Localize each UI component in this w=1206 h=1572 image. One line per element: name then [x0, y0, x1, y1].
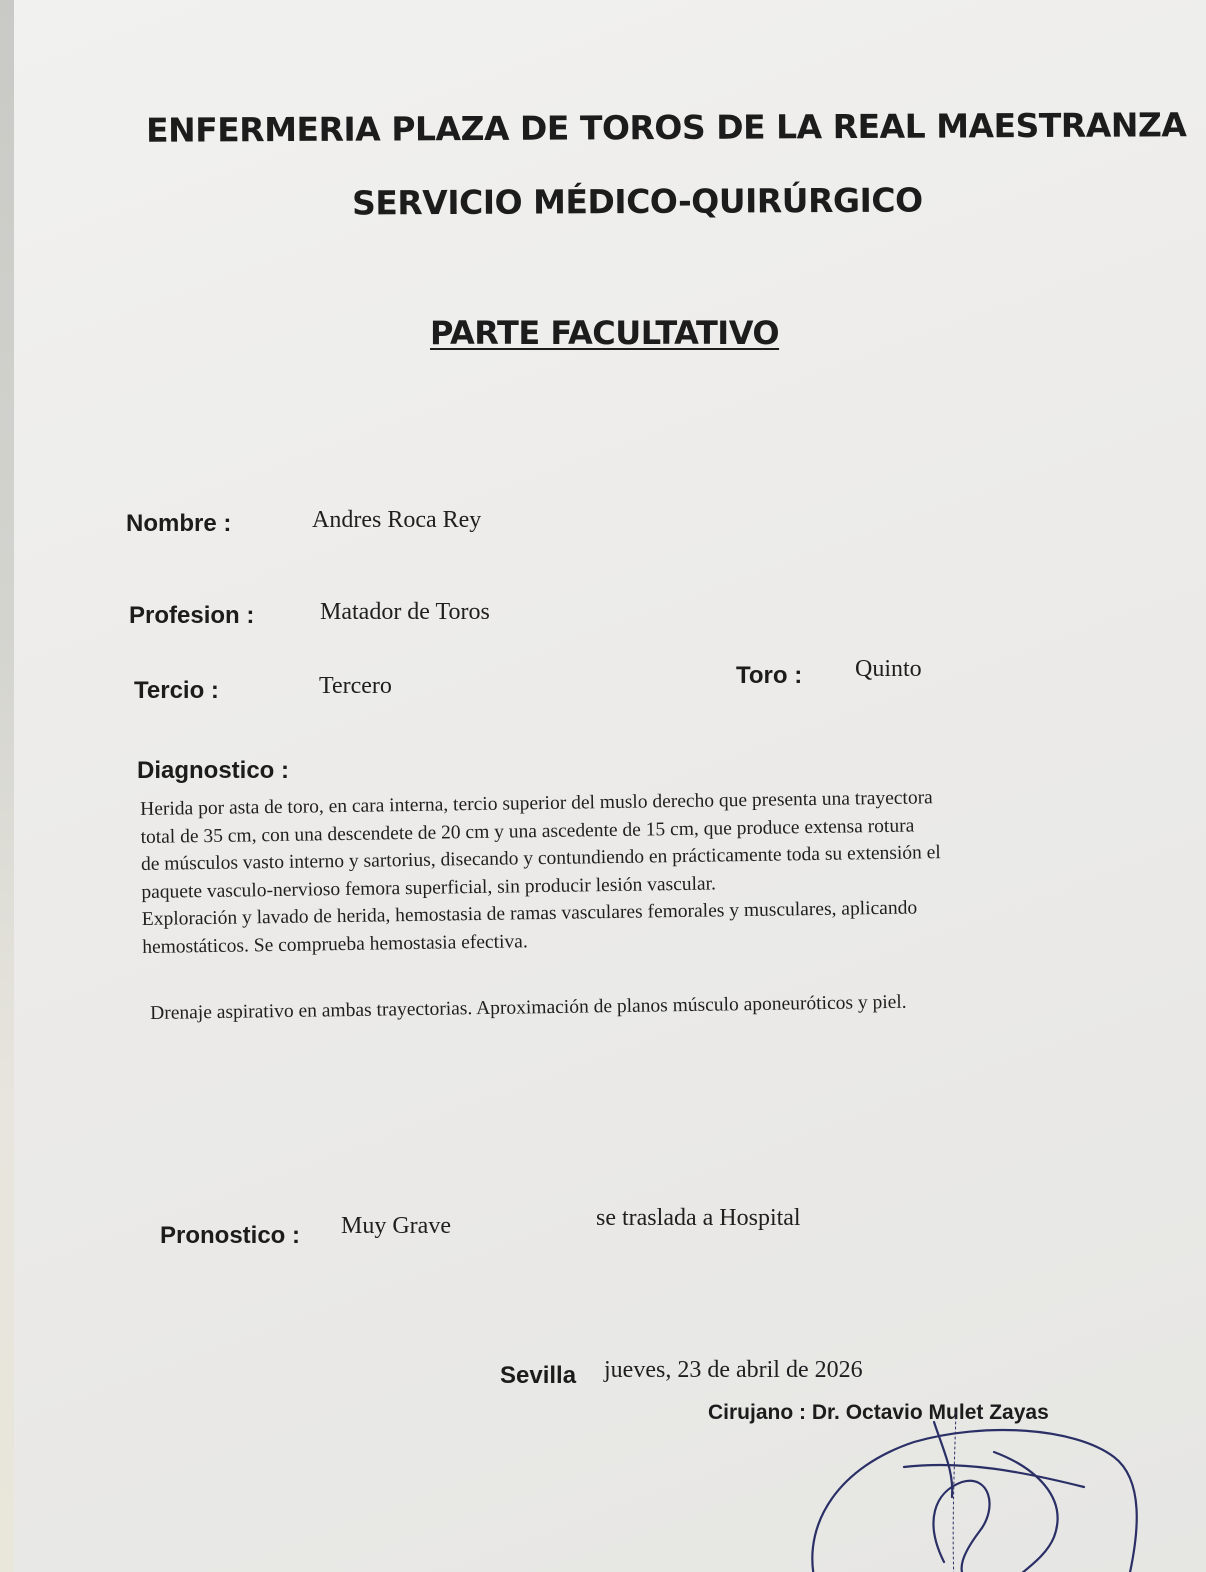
profession-label: Profesion :: [129, 602, 255, 629]
diagnosis-line: Exploración y lavado de herida, hemostasia de ramas vasculares femorales y musculares, aplicando: [141, 897, 918, 930]
name-label: Nombre :: [126, 510, 232, 537]
diagnosis-line: de músculos vasto interno y sartorius, disecando y contundiendo en prácticamente toda su extensión el: [140, 842, 941, 875]
diagnosis-line: hemostáticos. Se comprueba hemostasia efectiva.: [142, 930, 528, 958]
service-heading: SERVICIO MÉDICO-QUIRÚRGICO: [351, 180, 923, 223]
city-label: Sevilla: [500, 1362, 577, 1389]
toro-label: Toro :: [736, 662, 803, 689]
diagnosis-line: total de 35 cm, con una descendete de 20 cm y una ascedente de 15 cm, que produce extensa rotura: [140, 815, 915, 848]
medical-report-page: [14, 0, 1206, 1572]
prognosis-value: Muy Grave: [341, 1213, 451, 1239]
signature-icon: [784, 1412, 1204, 1572]
tercio-value: Tercero: [319, 673, 392, 699]
diagnosis-line: paquete vasculo-nervioso femora superficial, sin producir lesión vascular.: [141, 872, 717, 903]
background-edge: [0, 0, 14, 1572]
diagnosis-text: [140, 782, 1102, 961]
document-title: PARTE FACULTATIVO: [430, 314, 780, 352]
tercio-label: Tercio :: [134, 677, 219, 704]
surgeon-label: Cirujano: [708, 1401, 794, 1424]
drainage-line: Drenaje aspirativo en ambas trayectorias. Aproximación de planos músculo aponeuróticos y piel.: [150, 991, 907, 1024]
institution-heading: ENFERMERIA PLAZA DE TOROS DE LA REAL MAESTRANZA: [145, 105, 1187, 150]
profession-value: Matador de Toros: [320, 599, 490, 625]
surgeon-name: : Dr. Octavio Mulet Zayas: [799, 1401, 1049, 1424]
diagnosis-line: Herida por asta de toro, en cara interna, tercio superior del muslo derecho que presenta una trayectora: [140, 787, 933, 820]
diagnosis-label: Diagnostico :: [137, 757, 290, 784]
transfer-note: se traslada a Hospital: [596, 1205, 801, 1231]
report-date: jueves, 23 de abril de 2026: [604, 1357, 863, 1383]
name-value: Andres Roca Rey: [312, 507, 482, 533]
prognosis-label: Pronostico :: [160, 1222, 301, 1249]
drainage-text: [150, 986, 1110, 1028]
toro-value: Quinto: [855, 656, 922, 682]
